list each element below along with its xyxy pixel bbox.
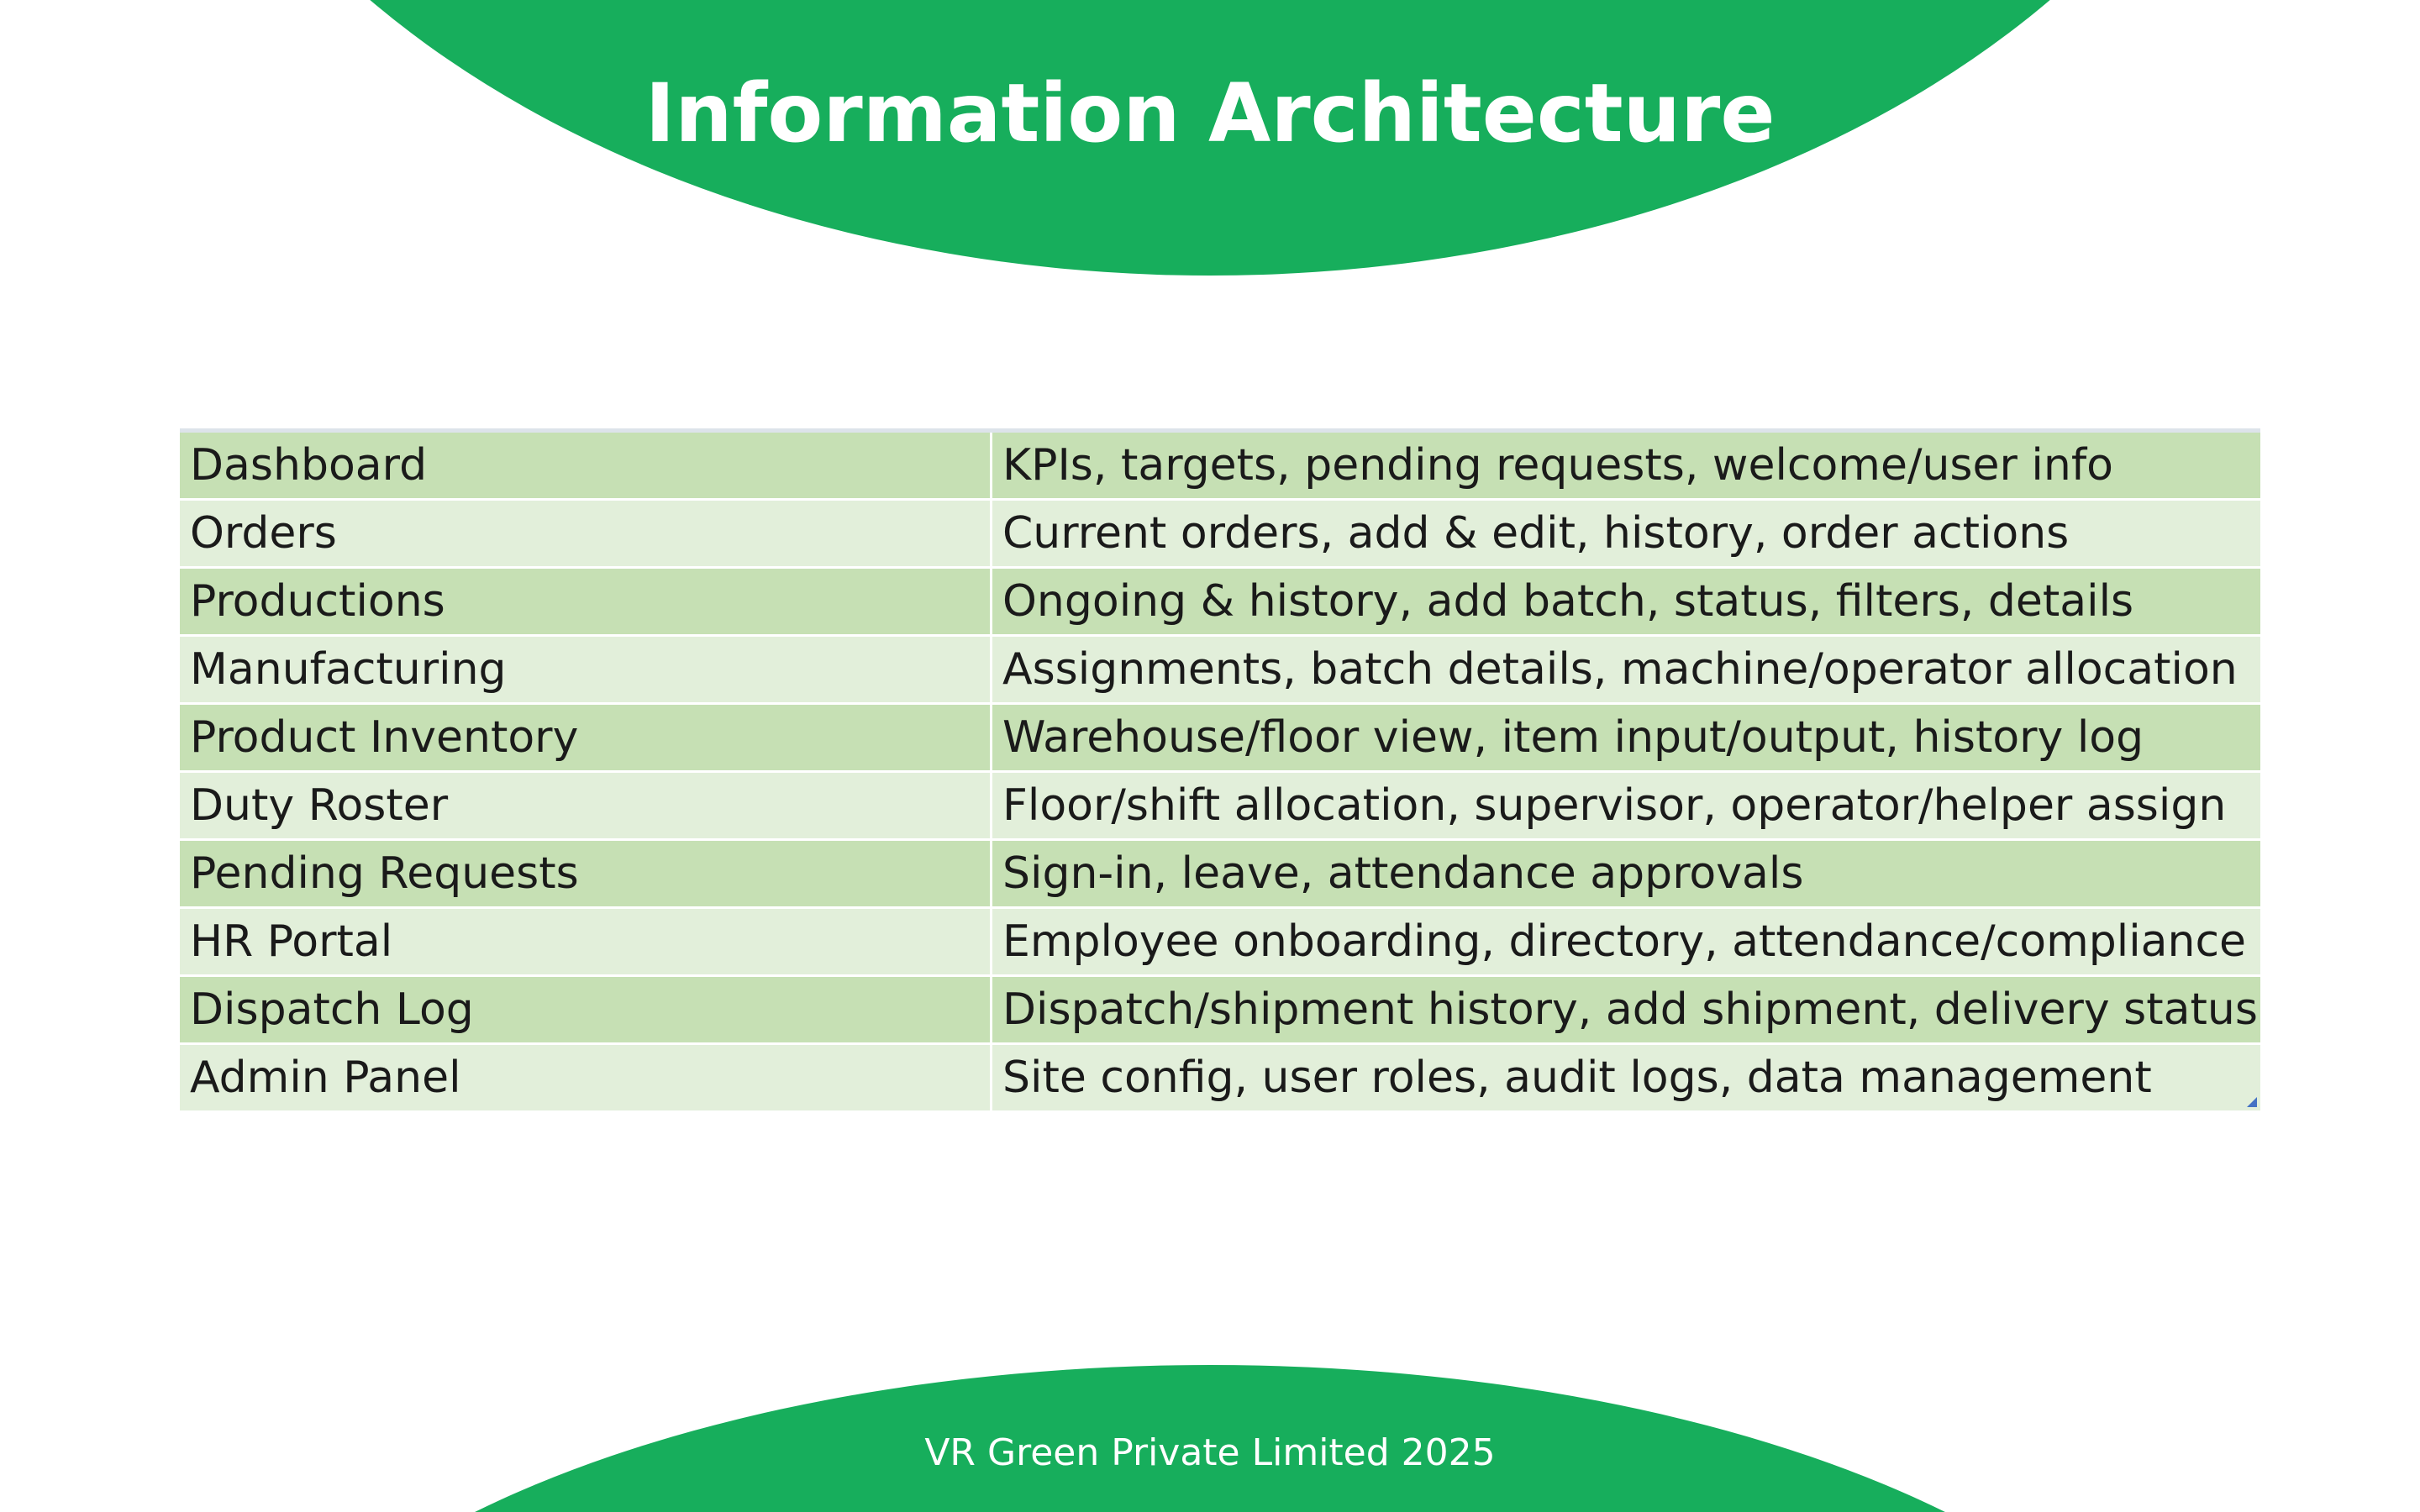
- table-row: [180, 1044, 2260, 1112]
- table-row: [180, 433, 2260, 500]
- section-contents: Dispatch/shipment history, add shipment, delivery status: [992, 976, 2261, 1044]
- table-row: [180, 840, 2260, 908]
- section-contents: Sign-in, leave, attendance approvals: [992, 840, 2261, 908]
- section-name: Manufacturing: [180, 636, 992, 704]
- table-resize-handle-icon[interactable]: [2247, 1097, 2257, 1107]
- section-name: Orders: [180, 500, 992, 568]
- section-contents: Warehouse/floor view, item input/output, history log: [992, 704, 2261, 772]
- sections-table: [180, 433, 2260, 1113]
- section-contents: Current orders, add & edit, history, order actions: [992, 500, 2261, 568]
- section-contents: Employee onboarding, directory, attendance/compliance: [992, 908, 2261, 976]
- section-name: Dashboard: [180, 433, 992, 500]
- table-row: [180, 772, 2260, 840]
- section-name: Admin Panel: [180, 1044, 992, 1112]
- section-name: Product Inventory: [180, 704, 992, 772]
- page-title: Information Architecture: [644, 66, 1776, 160]
- footer-text: VR Green Private Limited 2025: [924, 1431, 1496, 1474]
- table-row: [180, 500, 2260, 568]
- table-row: [180, 568, 2260, 636]
- section-name: Duty Roster: [180, 772, 992, 840]
- information-architecture-table: [180, 428, 2260, 1113]
- section-name: Dispatch Log: [180, 976, 992, 1044]
- section-contents: Assignments, batch details, machine/operator allocation: [992, 636, 2261, 704]
- section-name: Pending Requests: [180, 840, 992, 908]
- section-name: Productions: [180, 568, 992, 636]
- section-name: HR Portal: [180, 908, 992, 976]
- table-row: [180, 704, 2260, 772]
- section-contents: Floor/shift allocation, supervisor, operator/helper assign: [992, 772, 2261, 840]
- table-row: [180, 908, 2260, 976]
- table-row: [180, 976, 2260, 1044]
- table-row: [180, 636, 2260, 704]
- section-contents: [992, 1044, 2261, 1112]
- section-contents-text: Site config, user roles, audit logs, data management: [1002, 1053, 2152, 1103]
- section-contents: KPIs, targets, pending requests, welcome/user info: [992, 433, 2261, 500]
- section-contents: Ongoing & history, add batch, status, filters, details: [992, 568, 2261, 636]
